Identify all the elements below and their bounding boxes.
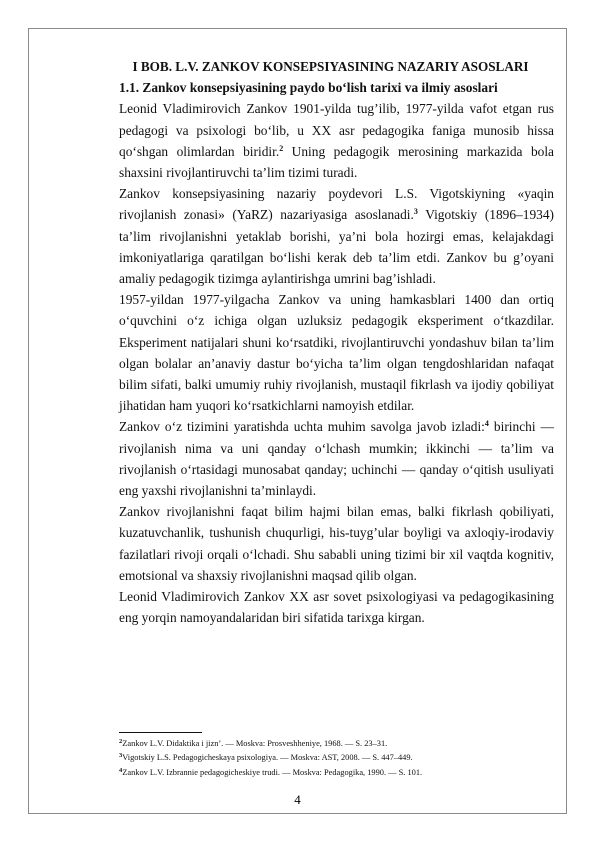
- paragraph-text: Leonid Vladimirovich Zankov XX asr sovet psixologiyasi va pedagogikasining eng yorqin namoyandalaridan biri sifatida tarixga kirgan.: [119, 589, 554, 626]
- paragraph-text: birinchi — rivojlanish nima va uni qanday o‘lchash mumkin; ikkinchi — ta’lim va rivojlanish o‘rtasidagi munosabat qanday; uchinchi — qanday o‘qitish usuliyati eng yaxshi rivojlanishni ta’minlaydi.: [119, 419, 554, 499]
- footnote-reference[interactable]: 4: [484, 419, 489, 429]
- paragraph: [119, 586, 554, 628]
- paragraph: [119, 98, 554, 183]
- section-title: 1.1. Zankov konsepsiyasining paydo bo‘lish tarixi va ilmiy asoslari: [119, 80, 498, 96]
- footnote: [119, 751, 559, 765]
- paragraph: [119, 501, 554, 586]
- footnote-number: 2: [119, 738, 123, 745]
- footnote-text: Zankov L.V. Izbrannie pedagogicheskiye trudi. — Moskva: Pedagogika, 1990. — S. 101.: [122, 767, 423, 777]
- footnote-reference[interactable]: 3: [413, 207, 418, 217]
- footnote-text: Zankov L.V. Didaktika i jizn’. — Moskva: Prosveshheniye, 1968. — S. 23–31.: [122, 739, 388, 748]
- footnote: [119, 737, 559, 751]
- paragraph: [119, 289, 554, 416]
- footnote-number: 3: [119, 752, 123, 760]
- footnote-list: [119, 737, 559, 780]
- footnote-number: 4: [119, 766, 123, 774]
- paragraph-text: Zankov rivojlanishni faqat bilim hajmi bilan emas, balki fikrlash qobiliyati, kuzatuvchanlik, tushunish chuqurligi, his-tuyg’ular boyligi va axloqiy-irodaviy fazilatlari rivoji orqali o‘lchadi. Shu sababli uning tizimi bir xil vaqtda kognitiv, emotsional va shaxsiy rivojlanishni maqsad qilib olgan.: [119, 504, 554, 583]
- footnote: [119, 766, 559, 780]
- paragraph-text: Uning pedagogik merosining markazida bola shaxsini rivojlantiruvchi ta’lim tizimi turadi.: [119, 143, 555, 181]
- footnote-divider: [119, 732, 202, 733]
- paragraph-text: 1957-yildan 1977-yilgacha Zankov va uning hamkasblari 1400 dan ortiq o‘quvchini o‘z ichiga olgan uzluksiz pedagogik eksperiment o‘tkazdilar. Eksperiment natijalari shuni ko‘rsatdiki, rivojlantiruvchi yondashuv bilan ta’lim olgan bolalar an’anaviy dastur bo‘yicha ta’lim olgan tengdoshlaridan nafaqat bilim sifati, balki umumiy ruhiy rivojlanish, mustaqil fikrlash va ijodiy qobiliyat jihatidan ham yuqori ko‘rsatkichlarni namoyish etdilar.: [119, 292, 554, 414]
- paragraph-text: Vigotskiy (1896–1934) ta’lim rivojlanishni yetaklab borishi, ya’ni bola hozirgi emas, kelajakdagi imkoniyatlariga qaratilgan bo‘lishi kerak deb ta’lim etdi. Zankov bu g’oyani amaliy pedagogik tizimga aylantirishga umrini bag’ishladi.: [119, 207, 554, 287]
- paragraph: [119, 183, 554, 289]
- chapter-title: I BOB. L.V. ZANKOV KONSEPSIYASINING NAZARIY ASOSLARI: [132, 59, 529, 74]
- paragraph-text: Zankov o‘z tizimini yaratishda uchta muhim savolga javob izladi:: [119, 419, 485, 435]
- footnote-text: Vigotskiy L.S. Pedagogicheskaya psixologiya. — Moskva: AST, 2008. — S. 447–449.: [122, 753, 413, 763]
- page-number: 4: [294, 792, 301, 807]
- document-body: [119, 56, 554, 628]
- paragraph-text: Leonid Vladimirovich Zankov 1901-yilda tug’ilib, 1977-yilda vafot etgan rus pedagogi va psixologi bo‘lib, u XX asr pedagogika faniga munosib hissa qo‘shgan olimlardan biridir.: [119, 101, 554, 159]
- footnote-reference[interactable]: 2: [279, 143, 284, 153]
- paragraph: [119, 416, 554, 501]
- paragraph-list: [119, 98, 554, 628]
- paragraph-text: Zankov konsepsiyasining nazariy poydevori L.S. Vigotskiyning «yaqin rivojlanish zonasi» (YaRZ) nazariyasiga asoslanadi.: [119, 186, 554, 223]
